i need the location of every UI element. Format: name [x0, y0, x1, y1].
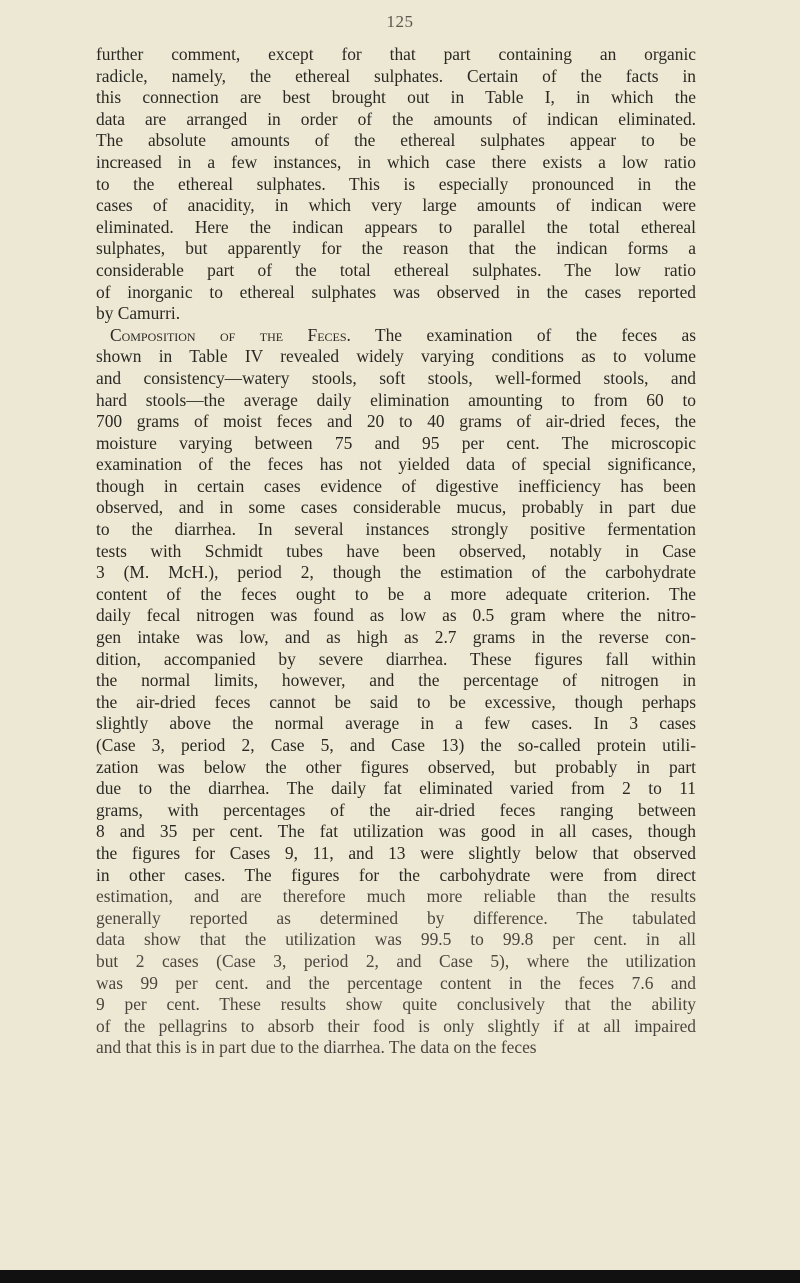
text-line: increased in a few instances, in which case there exists a low ratio [96, 151, 696, 172]
text-line: 3 (M. McH.), period 2, though the estimation of the carbohydrate [96, 562, 696, 583]
text-line: examination of the feces has not yielded data of special significance, [96, 454, 696, 475]
text-line: data are arranged in order of the amounts of indican eliminated. [96, 108, 696, 129]
text-line: but 2 cases (Case 3, period 2, and Case 5), where the utilization [96, 950, 696, 971]
text-line: data show that the utilization was 99.5 to 99.8 per cent. in all [96, 929, 696, 950]
text-line: radicle, namely, the ethereal sulphates. Certain of the facts in [96, 65, 696, 86]
text-line: to the ethereal sulphates. This is especially pronounced in the [96, 173, 696, 194]
text-line: cases of anacidity, in which very large amounts of indican were [96, 195, 696, 216]
body-text [96, 44, 696, 1059]
text-line: The absolute amounts of the ethereal sulphates appear to be [96, 130, 696, 151]
text-line: considerable part of the total ethereal sulphates. The low ratio [96, 259, 696, 280]
text-line: 9 per cent. These results show quite conclusively that the ability [96, 994, 696, 1015]
text-line: the air-dried feces cannot be said to be excessive, though perhaps [96, 691, 696, 712]
text-line: daily fecal nitrogen was found as low as 0.5 gram where the nitro- [96, 605, 696, 626]
text-line: content of the feces ought to be a more adequate criterion. The [96, 583, 696, 604]
text-line: observed, and in some cases considerable mucus, probably in part due [96, 497, 696, 518]
text-line: grams, with percentages of the air-dried feces ranging between [96, 799, 696, 820]
section-heading: Composition of the Feces. [110, 324, 351, 345]
text-line: was 99 per cent. and the percentage content in the feces 7.6 and [96, 972, 696, 993]
text-line: dition, accompanied by severe diarrhea. These figures fall within [96, 648, 696, 669]
text-line: shown in Table IV revealed widely varying conditions as to volume [96, 346, 696, 367]
text-line: in other cases. The figures for the carbohydrate were from direct [96, 864, 696, 885]
section-first-line [96, 325, 696, 347]
text-line: though in certain cases evidence of digestive inefficiency has been [96, 475, 696, 496]
text-line: and consistency—watery stools, soft stools, well-formed stools, and [96, 367, 696, 388]
text-line: eliminated. Here the indican appears to parallel the total ethereal [96, 216, 696, 237]
text-line: of the pellagrins to absorb their food is only slightly if at all impaired [96, 1015, 696, 1036]
text-line: further comment, except for that part containing an organic [96, 44, 696, 64]
text-line: the figures for Cases 9, 11, and 13 were slightly below that observed [96, 842, 696, 863]
text-line: 700 grams of moist feces and 20 to 40 grams of air-dried feces, the [96, 411, 696, 432]
page-number: 125 [386, 12, 414, 31]
text-line: estimation, and are therefore much more reliable than the results [96, 886, 696, 907]
scan-edge-bar [0, 1270, 800, 1283]
text-line: due to the diarrhea. The daily fat eliminated varied from 2 to 11 [96, 778, 696, 799]
text-line: of inorganic to ethereal sulphates was observed in the cases reported [96, 281, 696, 302]
text-line: the normal limits, however, and the percentage of nitrogen in [96, 670, 696, 691]
section-first-line-text: The examination of the feces as [350, 324, 697, 345]
text-line: hard stools—the average daily elimination amounting to from 60 to [96, 389, 696, 410]
text-line: by Camurri. [96, 303, 181, 324]
text-line: gen intake was low, and as high as 2.7 grams in the reverse con- [96, 627, 696, 648]
text-line: generally reported as determined by difference. The tabulated [96, 907, 696, 928]
text-line: sulphates, but apparently for the reason that the indican forms a [96, 238, 696, 259]
text-line: slightly above the normal average in a few cases. In 3 cases [96, 713, 696, 734]
text-line: tests with Schmidt tubes have been observed, notably in Case [96, 540, 696, 561]
text-line: zation was below the other figures observed, but probably in part [96, 756, 696, 777]
text-line: (Case 3, period 2, Case 5, and Case 13) the so-called protein utili- [96, 735, 696, 755]
text-line: 8 and 35 per cent. The fat utilization was good in all cases, though [96, 821, 696, 842]
text-line: this connection are best brought out in Table I, in which the [96, 87, 696, 108]
text-line: to the diarrhea. In several instances strongly positive fermentation [96, 519, 696, 540]
text-line: and that this is in part due to the diarrhea. The data on the feces [96, 1037, 537, 1058]
text-line: moisture varying between 75 and 95 per cent. The microscopic [96, 432, 696, 453]
